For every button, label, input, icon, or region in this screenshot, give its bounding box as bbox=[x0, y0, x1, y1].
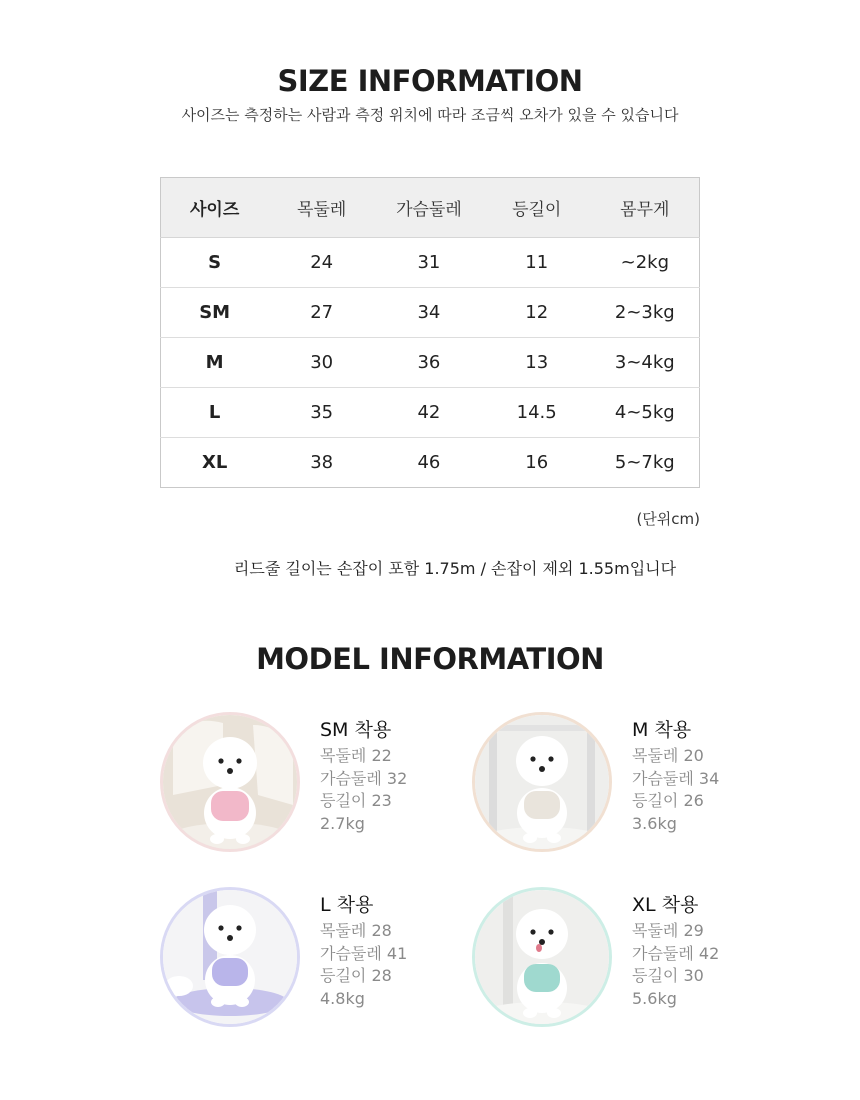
size-cell: SM bbox=[161, 288, 269, 338]
model-photo bbox=[472, 712, 612, 852]
model-info bbox=[632, 718, 802, 835]
neck-cell: 30 bbox=[268, 338, 375, 388]
model-info bbox=[320, 893, 490, 1010]
header-weight: 몸무게 bbox=[591, 178, 700, 238]
back-length-cell: 12 bbox=[483, 288, 591, 338]
header-back-length: 등길이 bbox=[483, 178, 591, 238]
table-row bbox=[161, 238, 700, 288]
size-information-title: SIZE INFORMATION bbox=[277, 64, 583, 98]
weight-cell: 3~4kg bbox=[591, 338, 700, 388]
model-chest: 가슴둘레 41 bbox=[320, 943, 408, 963]
model-back-length: 등길이 23 bbox=[320, 791, 392, 810]
model-card-sm bbox=[160, 712, 490, 862]
chest-cell: 46 bbox=[375, 438, 483, 488]
model-back-length: 등길이 30 bbox=[632, 966, 704, 985]
model-neck: 목둘레 22 bbox=[320, 746, 392, 765]
back-length-cell: 13 bbox=[483, 338, 591, 388]
model-neck: 목둘레 28 bbox=[320, 921, 392, 940]
back-length-cell: 11 bbox=[483, 238, 591, 288]
neck-cell: 27 bbox=[268, 288, 375, 338]
model-back-length: 등길이 26 bbox=[632, 791, 704, 810]
table-row bbox=[161, 438, 700, 488]
model-weight: 5.6kg bbox=[632, 988, 677, 1008]
model-photo bbox=[160, 712, 300, 852]
model-size-worn: XL 착용 bbox=[632, 894, 699, 916]
neck-cell: 35 bbox=[268, 388, 375, 438]
weight-cell: 2~3kg bbox=[591, 288, 700, 338]
model-chest: 가슴둘레 42 bbox=[632, 943, 720, 963]
dog-photo-image bbox=[163, 890, 297, 1024]
model-photo bbox=[472, 887, 612, 1027]
size-disclaimer: 사이즈는 측정하는 사람과 측정 위치에 따라 조금씩 오차가 있을 수 있습니다 bbox=[181, 106, 679, 124]
header-size: 사이즈 bbox=[161, 178, 269, 238]
model-info bbox=[632, 893, 802, 1010]
model-back-length: 등길이 28 bbox=[320, 966, 392, 985]
size-cell: XL bbox=[161, 438, 269, 488]
model-chest: 가슴둘레 32 bbox=[320, 768, 408, 788]
header-neck: 목둘레 bbox=[268, 178, 375, 238]
dog-photo-image bbox=[163, 715, 297, 849]
header-chest: 가슴둘레 bbox=[375, 178, 483, 238]
model-card-l bbox=[160, 887, 490, 1037]
model-neck: 목둘레 20 bbox=[632, 746, 704, 765]
model-size-worn: SM 착용 bbox=[320, 719, 392, 741]
model-info bbox=[320, 718, 490, 835]
model-photo bbox=[160, 887, 300, 1027]
model-size-worn: M 착용 bbox=[632, 719, 692, 741]
weight-cell: 5~7kg bbox=[591, 438, 700, 488]
back-length-cell: 14.5 bbox=[483, 388, 591, 438]
model-card-xl bbox=[472, 887, 802, 1037]
size-cell: S bbox=[161, 238, 269, 288]
model-information-title: MODEL INFORMATION bbox=[256, 642, 604, 676]
dog-photo-image bbox=[475, 890, 609, 1024]
leash-length-note: 리드줄 길이는 손잡이 포함 1.75m / 손잡이 제외 1.55m입니다 bbox=[233, 559, 677, 578]
model-neck: 목둘레 29 bbox=[632, 921, 704, 940]
unit-note: (단위cm) bbox=[636, 510, 700, 528]
neck-cell: 24 bbox=[268, 238, 375, 288]
chest-cell: 34 bbox=[375, 288, 483, 338]
table-row bbox=[161, 338, 700, 388]
table-row bbox=[161, 288, 700, 338]
back-length-cell: 16 bbox=[483, 438, 591, 488]
weight-cell: ~2kg bbox=[591, 238, 700, 288]
size-table-header bbox=[161, 178, 700, 238]
model-weight: 3.6kg bbox=[632, 813, 677, 833]
model-size-worn: L 착용 bbox=[320, 894, 374, 916]
size-cell: L bbox=[161, 388, 269, 438]
model-card-m bbox=[472, 712, 802, 862]
model-weight: 2.7kg bbox=[320, 813, 365, 833]
chest-cell: 42 bbox=[375, 388, 483, 438]
weight-cell: 4~5kg bbox=[591, 388, 700, 438]
neck-cell: 38 bbox=[268, 438, 375, 488]
table-row bbox=[161, 388, 700, 438]
model-weight: 4.8kg bbox=[320, 988, 365, 1008]
size-cell: M bbox=[161, 338, 269, 388]
size-table bbox=[160, 177, 700, 488]
chest-cell: 36 bbox=[375, 338, 483, 388]
dog-photo-image bbox=[475, 715, 609, 849]
chest-cell: 31 bbox=[375, 238, 483, 288]
model-chest: 가슴둘레 34 bbox=[632, 768, 720, 788]
